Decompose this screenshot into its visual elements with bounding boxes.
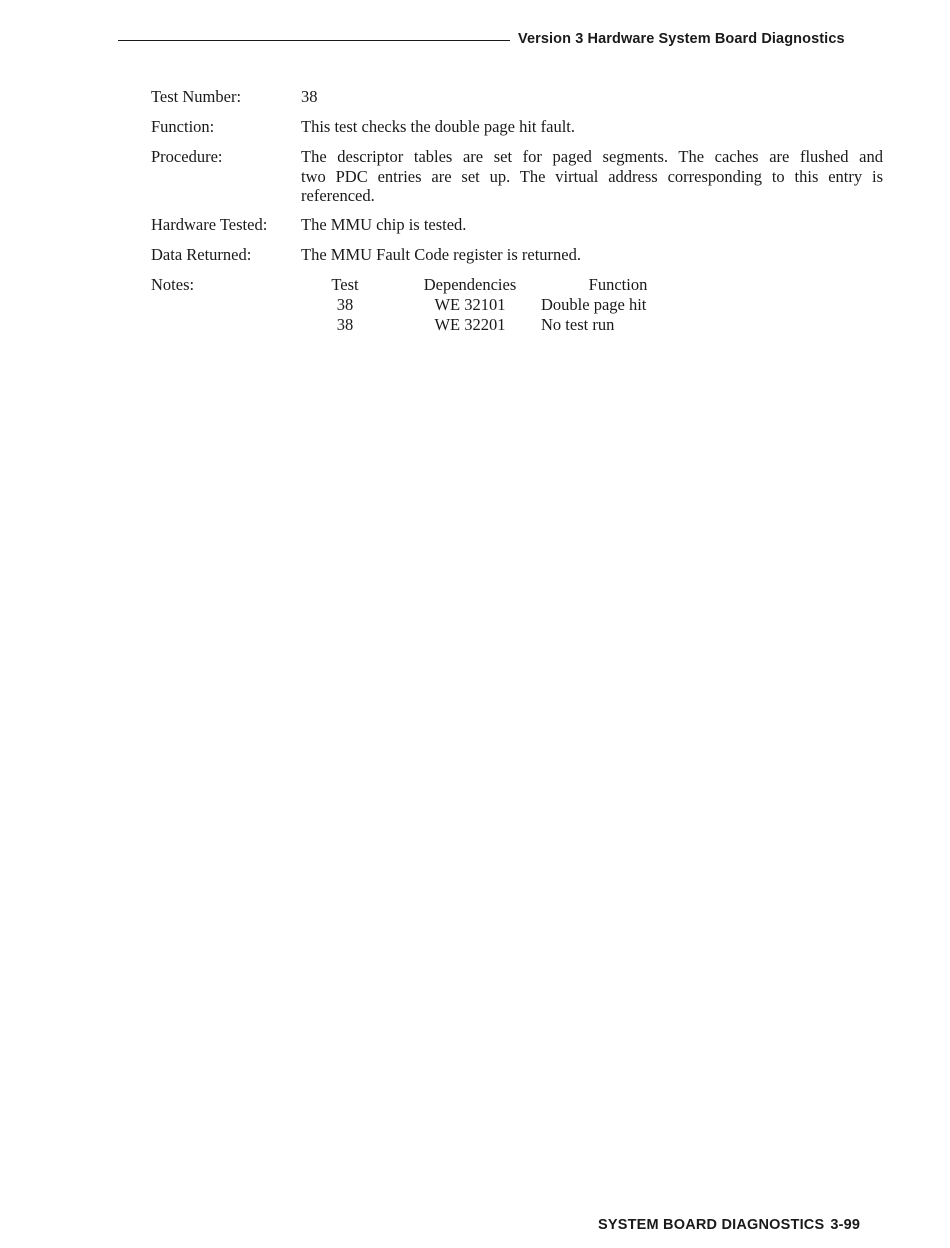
notes-table	[301, 275, 721, 335]
table-cell-function: No test run	[541, 315, 615, 334]
footer-section-title: SYSTEM BOARD DIAGNOSTICS	[598, 1217, 825, 1233]
notes-table-header	[301, 275, 721, 295]
page-footer	[598, 1217, 860, 1233]
table-cell-test: 38	[336, 295, 354, 314]
test-number-label: Test Number:	[151, 87, 242, 106]
running-header-title: Version 3 Hardware System Board Diagnostics	[518, 31, 845, 47]
procedure-text	[301, 147, 883, 206]
table-row	[301, 315, 721, 335]
table-cell-test: 38	[336, 315, 354, 334]
page-number: 3-99	[830, 1217, 861, 1233]
column-header-dependencies: Dependencies	[423, 275, 517, 294]
column-header-function: Function	[588, 275, 648, 294]
test-number-value: 38	[301, 87, 318, 106]
data-returned-value: The MMU Fault Code register is returned.	[301, 245, 581, 264]
function-label: Function:	[151, 117, 215, 136]
table-cell-dependencies: WE 32101	[434, 295, 506, 314]
procedure-line: two PDC entries are set up. The virtual address corresponding to this entry is	[301, 166, 883, 186]
data-returned-label: Data Returned:	[151, 245, 252, 264]
table-cell-dependencies: WE 32201	[434, 315, 506, 334]
function-value: This test checks the double page hit fault.	[301, 117, 576, 136]
hardware-tested-value: The MMU chip is tested.	[301, 215, 467, 234]
column-header-test: Test	[331, 275, 359, 294]
procedure-line: The descriptor tables are set for paged segments. The caches are flushed and	[301, 147, 883, 166]
table-cell-function: Double page hit	[541, 295, 647, 314]
procedure-line: referenced.	[301, 186, 375, 205]
notes-label: Notes:	[151, 275, 195, 294]
header-rule	[118, 40, 510, 41]
procedure-label: Procedure:	[151, 147, 223, 166]
table-row	[301, 295, 721, 315]
hardware-tested-label: Hardware Tested:	[151, 215, 268, 234]
